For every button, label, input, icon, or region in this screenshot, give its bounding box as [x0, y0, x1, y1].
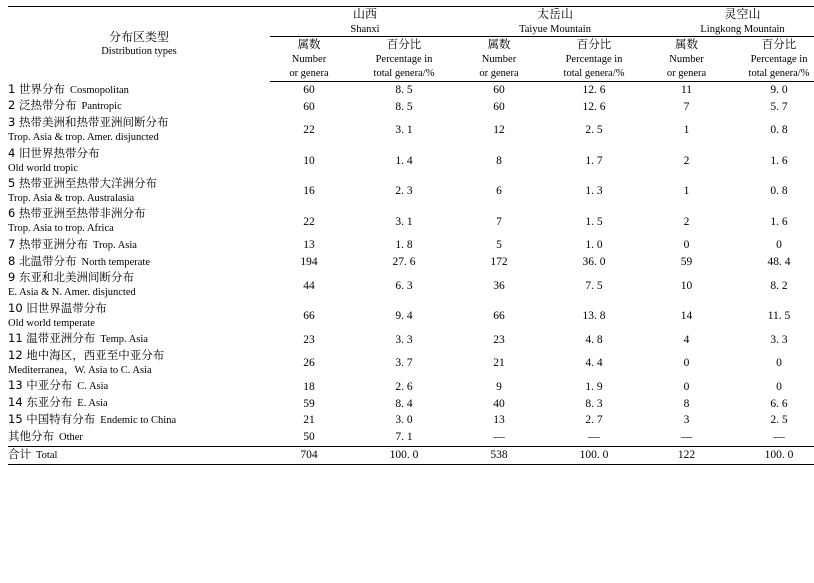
cell-value: 100. 0 [348, 447, 460, 464]
cell-value: 50 [303, 431, 315, 444]
group-header-taiyue-cn: 太岳山 [537, 7, 574, 21]
row-label-cn: 5 热带亚洲至热带大洋洲分布 [8, 176, 157, 190]
row-label-cn: 15 中国特有分布 [8, 412, 96, 427]
cell-value: 10 [680, 279, 693, 292]
row-label-en: Cosmopolitan [69, 84, 129, 96]
cell-value: 59 [680, 255, 693, 268]
row-label-en: E. Asia & N. Amer. disjuncted [8, 287, 136, 299]
cell-value: — [493, 431, 505, 444]
cell-value: 8 [496, 154, 502, 167]
cell-value: 14 [680, 309, 693, 322]
cell-value: 0 [683, 380, 690, 393]
row-label-en: North temperate [81, 256, 150, 268]
cell-value: 9. 0 [770, 84, 788, 97]
table-row [8, 395, 814, 412]
cell-value: 0. 8 [770, 185, 788, 198]
row-label [8, 82, 270, 99]
subheader-en-line2: total genera/% [748, 67, 810, 79]
cell-value: 8. 2 [770, 279, 788, 292]
subheader-cn: 百分比 [576, 37, 612, 52]
cell-value: 0 [776, 239, 782, 252]
cell-value: 1. 9 [585, 380, 603, 393]
group-header-shanxi [270, 7, 460, 37]
subheader-lingkong-number [650, 37, 723, 82]
cell-value: 11. 5 [767, 309, 791, 322]
group-header-lingkong-en: Lingkong Mountain [700, 23, 785, 35]
table-row [8, 206, 814, 236]
subheader-en-line2: total genera/% [563, 67, 625, 79]
group-header-row [8, 7, 814, 37]
row-label-cn: 9 东亚和北美洲间断分布 [8, 270, 134, 285]
subheader-taiyue-number [460, 37, 538, 82]
table-row [8, 270, 814, 300]
table-row [8, 331, 814, 348]
row-header-cell [8, 7, 270, 82]
row-label-en: E. Asia [77, 398, 108, 410]
cell-value: 100. 0 [723, 447, 814, 464]
cell-value: 9 [496, 380, 502, 393]
cell-value: 40 [493, 397, 505, 410]
cell-value: 1. 6 [770, 215, 788, 228]
row-label-cn: 1 世界分布 [8, 81, 65, 96]
row-label-en: Endemic to China [100, 415, 177, 427]
cell-value: 100. 0 [538, 447, 650, 464]
table-row [8, 301, 814, 331]
table-row [8, 254, 814, 271]
cell-value: 5. 7 [770, 100, 788, 113]
cell-value: — [773, 431, 785, 444]
row-header-en: Distribution types [101, 46, 177, 58]
row-label [8, 146, 270, 176]
cell-value: — [588, 431, 600, 444]
cell-value: 16 [303, 185, 315, 198]
row-label-en: Trop. Asia to trop. Africa [8, 223, 114, 235]
table-row [8, 115, 814, 145]
cell-value: 3. 1 [395, 215, 413, 228]
row-label-cn: 14 东亚分布 [8, 395, 73, 410]
row-label-en: Trop. Asia [92, 239, 137, 251]
cell-value: 4. 4 [585, 357, 603, 370]
cell-value: 10 [303, 154, 315, 167]
cell-value: 6 [496, 185, 502, 198]
group-header-taiyue-en: Taiyue Mountain [519, 23, 591, 35]
cell-value: 2. 5 [585, 124, 603, 137]
cell-value: 1. 3 [585, 185, 603, 198]
cell-value: 1. 6 [770, 154, 788, 167]
cell-value: 12. 6 [582, 84, 606, 97]
subheader-en-line1: Number [669, 53, 704, 65]
cell-value: 4. 8 [585, 333, 603, 346]
subheader-en-line1: Percentage in [750, 53, 808, 65]
cell-value: 6. 6 [770, 397, 788, 410]
table-row [8, 176, 814, 206]
row-label [8, 378, 270, 395]
row-label-en: Old world tropic [8, 162, 78, 174]
cell-value: 0 [776, 357, 782, 370]
row-label-cn: 合计 [8, 446, 31, 461]
cell-value: 0 [683, 239, 690, 252]
row-label-cn: 13 中亚分布 [8, 378, 73, 393]
cell-value: 3. 0 [395, 414, 413, 427]
table-row [8, 237, 814, 254]
cell-value: 194 [300, 255, 318, 268]
cell-value: 0. 8 [770, 124, 788, 137]
row-label-en: Mediterranea，W. Asia to C. Asia [8, 364, 152, 376]
cell-value: 48. 4 [767, 255, 791, 268]
cell-value: 4 [683, 333, 690, 346]
group-header-shanxi-cn: 山西 [353, 7, 378, 21]
cell-value: 13 [303, 239, 315, 252]
cell-value: 23 [493, 333, 505, 346]
cell-value: 60 [493, 100, 505, 113]
cell-value: 7. 1 [395, 431, 413, 444]
cell-value: 23 [303, 333, 315, 346]
row-label-en: Total [36, 449, 58, 461]
cell-value: 1 [683, 185, 690, 198]
group-header-shanxi-en: Shanxi [350, 23, 380, 35]
cell-value: 59 [303, 397, 315, 410]
row-label-cn: 2 泛热带分布 [8, 98, 77, 113]
row-label [8, 98, 270, 115]
row-label-cn: 3 热带美洲和热带亚洲间断分布 [8, 115, 169, 130]
row-label [8, 115, 270, 145]
group-header-taiyue [460, 7, 650, 37]
cell-value: 5 [496, 239, 502, 252]
table-row [8, 412, 814, 429]
subheader-en-line2: or genera [479, 67, 519, 79]
group-header-lingkong-cn: 灵空山 [724, 7, 761, 21]
cell-value: — [680, 431, 693, 444]
cell-value: 8. 3 [585, 397, 603, 410]
cell-value: 2 [683, 215, 690, 228]
cell-value: 44 [303, 279, 315, 292]
row-label [8, 254, 270, 271]
subheader-cn: 属数 [675, 37, 699, 52]
row-label-cn: 8 北温带分布 [8, 253, 77, 268]
cell-value: 1. 5 [585, 215, 603, 228]
cell-value: 3. 1 [395, 124, 413, 137]
row-label-cn: 6 热带亚洲至热带非洲分布 [8, 206, 146, 221]
subheader-cn: 属数 [487, 37, 511, 52]
row-label-en: Old world temperate [8, 317, 95, 329]
cell-value: 60 [303, 100, 315, 113]
cell-value: 22 [303, 124, 315, 137]
row-label [8, 412, 270, 429]
row-label [8, 331, 270, 348]
row-header-cn: 分布区类型 [108, 30, 169, 45]
cell-value: 3. 3 [770, 333, 788, 346]
row-label-en: Pantropic [81, 101, 122, 113]
table-row [8, 82, 814, 99]
cell-value: 60 [493, 84, 505, 97]
cell-value: 0 [683, 357, 690, 370]
cell-value: 3. 7 [395, 357, 413, 370]
subheader-cn: 百分比 [761, 37, 797, 52]
cell-value: 36. 0 [582, 255, 606, 268]
cell-value: 538 [460, 447, 538, 464]
table-row [8, 348, 814, 378]
cell-value: 12 [493, 124, 505, 137]
cell-value: 21 [493, 357, 505, 370]
subheader-taiyue-percentage [538, 37, 650, 82]
cell-value: 60 [303, 84, 315, 97]
cell-value: 13 [493, 414, 505, 427]
subheader-lingkong-percentage [723, 37, 814, 82]
cell-value: 12. 6 [582, 100, 606, 113]
cell-value: 1. 0 [585, 239, 603, 252]
subheader-en-line1: Percentage in [565, 53, 623, 65]
row-label [8, 270, 270, 300]
cell-value: 66 [303, 309, 315, 322]
cell-value: 26 [303, 357, 315, 370]
cell-value: 1. 7 [585, 154, 603, 167]
cell-value: 7 [496, 215, 502, 228]
cell-value: 6. 3 [395, 279, 413, 292]
row-label-cn: 4 旧世界热带分布 [8, 145, 100, 160]
cell-value: 18 [303, 380, 315, 393]
row-label-en: Trop. Asia & trop. Australasia [8, 192, 135, 204]
row-label [8, 301, 270, 331]
cell-value: 3 [683, 414, 690, 427]
row-label [8, 176, 270, 206]
cell-value: 7. 5 [585, 279, 603, 292]
row-label [8, 237, 270, 254]
cell-value: 2 [683, 154, 690, 167]
row-label-cn: 10 旧世界温带分布 [8, 300, 107, 315]
cell-value: 66 [493, 309, 505, 322]
cell-value: 3. 3 [395, 333, 413, 346]
row-label [8, 429, 270, 446]
cell-value: 8 [683, 397, 690, 410]
cell-value: 1. 8 [395, 239, 413, 252]
row-label-en: Other [59, 431, 83, 443]
cell-value: 21 [303, 414, 315, 427]
cell-value: 1 [683, 124, 690, 137]
cell-value: 8. 5 [395, 100, 413, 113]
row-label-cn: 其他分布 [8, 428, 54, 443]
table-row [8, 378, 814, 395]
row-label [8, 348, 270, 378]
cell-value: 1. 4 [395, 154, 413, 167]
cell-value: 172 [490, 255, 508, 268]
cell-value: 122 [650, 447, 723, 464]
cell-value: 2. 3 [395, 185, 413, 198]
table-row [8, 146, 814, 176]
cell-value: 27. 6 [392, 255, 416, 268]
subheader-cn: 百分比 [386, 37, 422, 52]
subheader-cn: 属数 [297, 37, 321, 52]
cell-value: 22 [303, 215, 315, 228]
subheader-en-line1: Number [291, 53, 327, 65]
cell-value: 9. 4 [395, 309, 413, 322]
row-label [8, 395, 270, 412]
row-label-total [8, 447, 270, 464]
cell-value: 13. 8 [582, 309, 606, 322]
subheader-en-line1: Percentage in [375, 53, 433, 65]
table-row-total [8, 447, 814, 464]
subheader-shanxi-number [270, 37, 348, 82]
cell-value: 704 [270, 447, 348, 464]
table-row [8, 98, 814, 115]
subheader-en-line2: or genera [666, 67, 707, 79]
row-label-en: C. Asia [77, 381, 109, 393]
group-header-lingkong [650, 7, 814, 37]
cell-value: 8. 4 [395, 397, 413, 410]
cell-value: 2. 6 [395, 380, 413, 393]
cell-value: 0 [776, 380, 782, 393]
cell-value: 7 [683, 100, 690, 113]
row-label-en: Trop. Asia & trop. Amer. disjuncted [8, 132, 159, 144]
cell-value: 2. 5 [770, 414, 788, 427]
distribution-types-table [8, 6, 814, 465]
row-label-cn: 11 温带亚洲分布 [8, 331, 96, 346]
subheader-en-line2: or genera [289, 67, 329, 79]
row-label-cn: 7 热带亚洲分布 [8, 236, 88, 251]
row-label-en: Temp. Asia [100, 334, 148, 346]
row-label-cn: 12 地中海区，西亚至中亚分布 [8, 347, 165, 362]
subheader-shanxi-percentage [348, 37, 460, 82]
subheader-en-line1: Number [481, 53, 517, 65]
cell-value: 36 [493, 279, 505, 292]
cell-value: 11 [680, 84, 693, 97]
cell-value: 8. 5 [395, 84, 413, 97]
cell-value: 2. 7 [585, 414, 603, 427]
subheader-en-line2: total genera/% [373, 67, 435, 79]
table-row [8, 429, 814, 446]
row-label [8, 206, 270, 236]
